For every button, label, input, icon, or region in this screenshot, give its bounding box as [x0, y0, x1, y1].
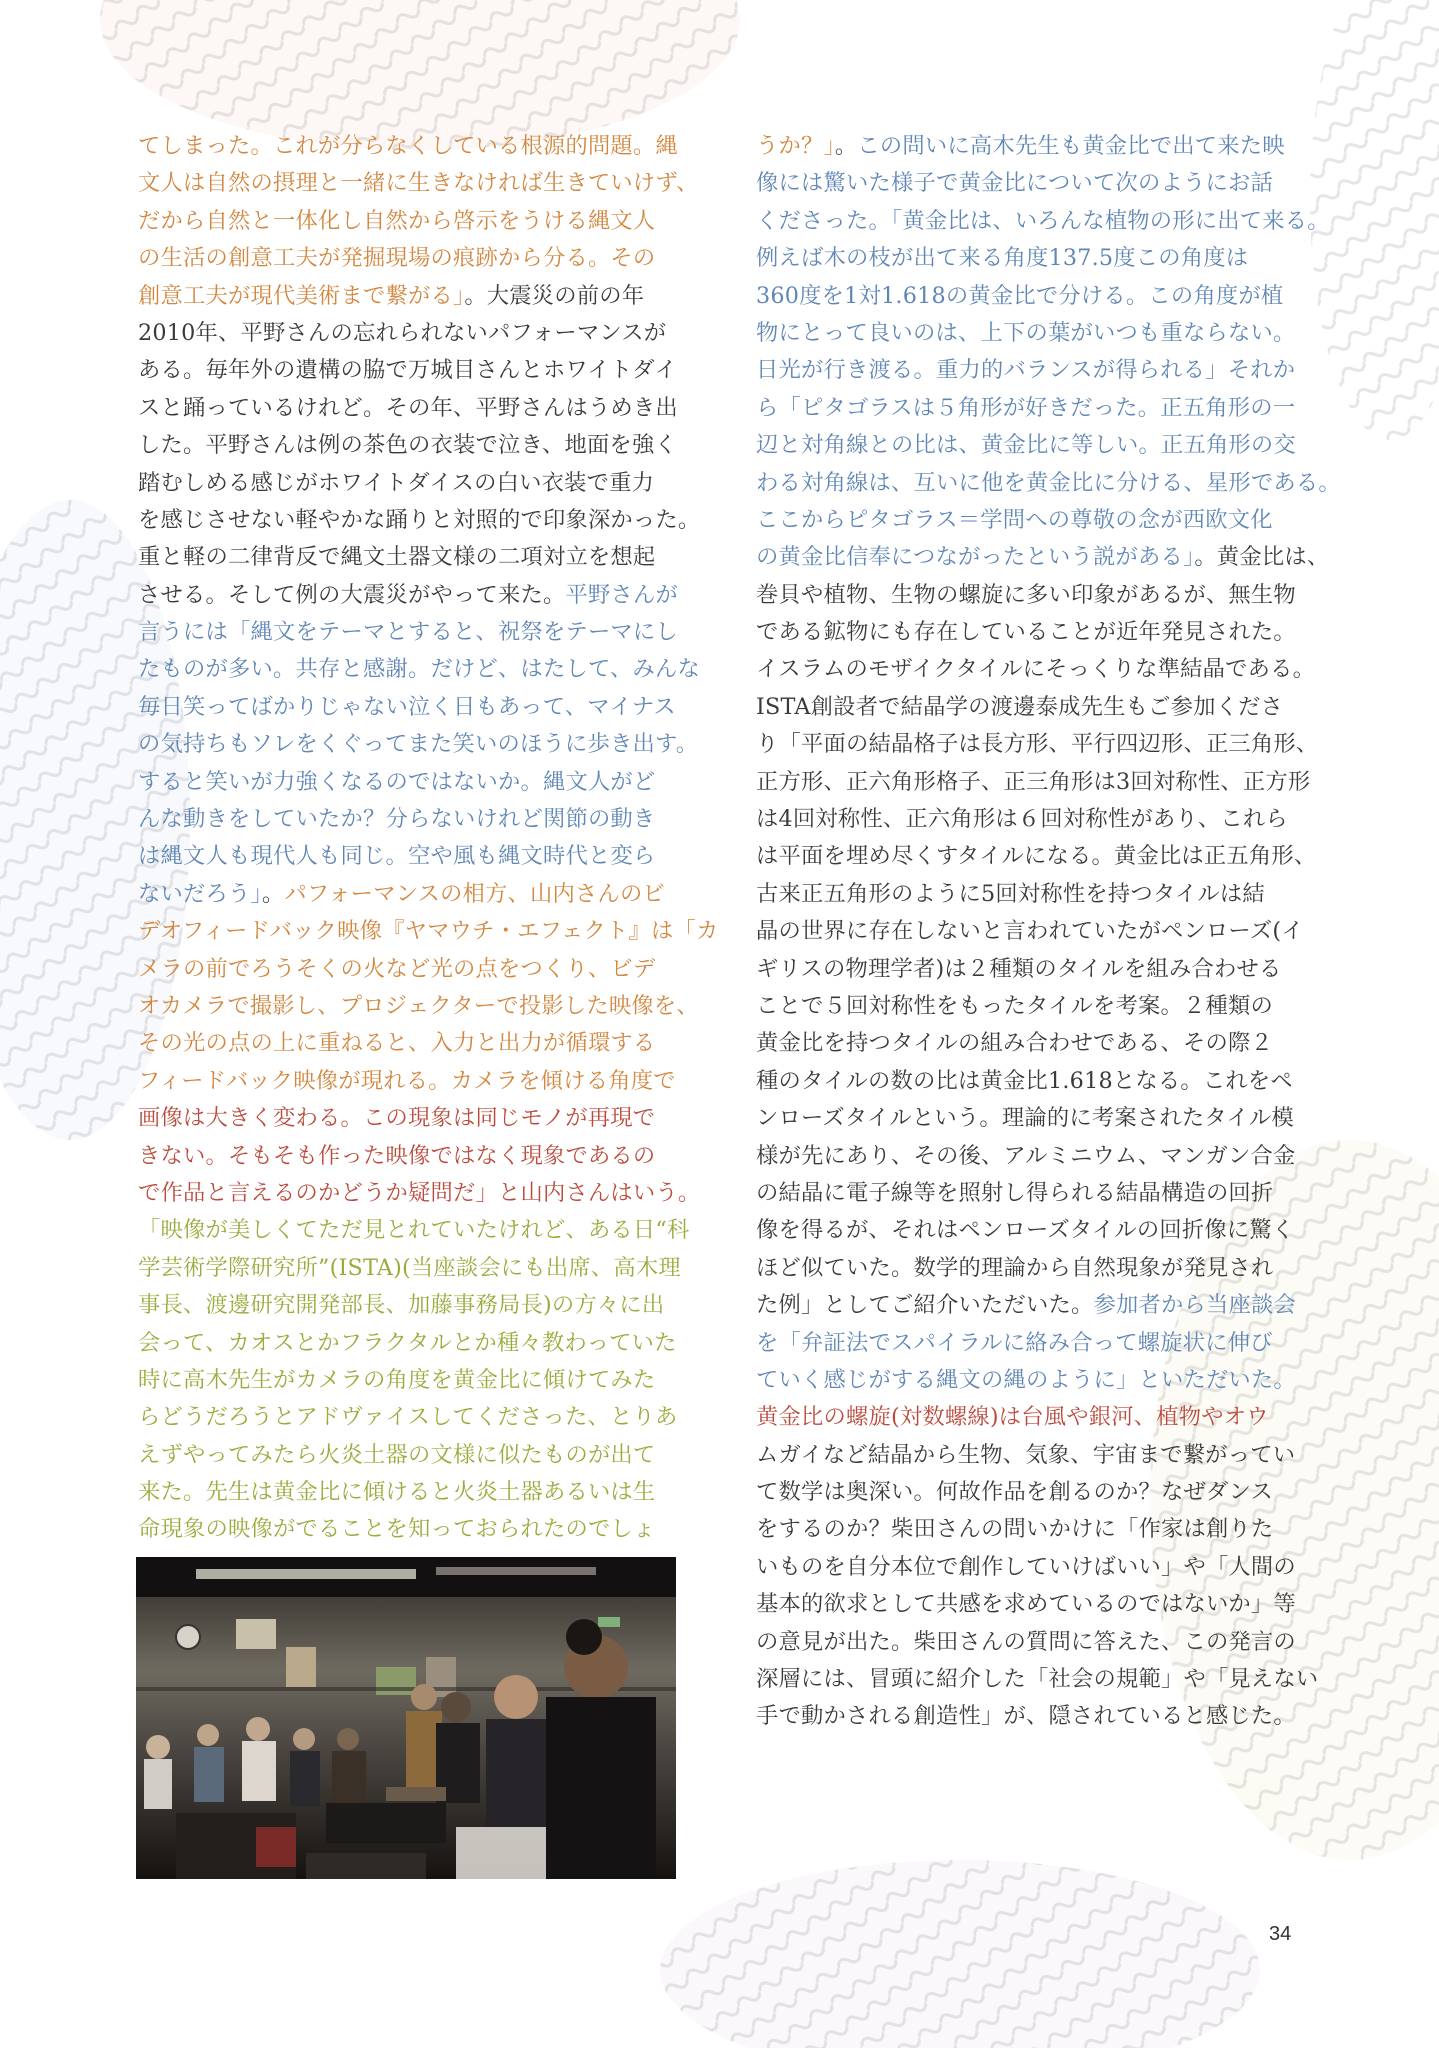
text-line: [138, 1362, 683, 1399]
text-segment: ほど似ていた。数学的理論から自然現象が発見され: [756, 1254, 1274, 1281]
text-segment: て数学は奥深い。何故作品を創るのか？なぜダンス: [756, 1479, 1273, 1506]
text-segment: メラの前でろうそくの火など光の点をつくり、ビデ: [138, 955, 656, 982]
text-segment: させる。そして例の大震災がやって来た。: [138, 581, 566, 608]
page-number: 34: [1269, 1923, 1292, 1945]
text-line: [756, 1063, 1304, 1100]
text-segment: えずやってみたら火炎土器の文様に似たものが出て: [138, 1441, 656, 1468]
text-line: [138, 315, 683, 352]
text-line: [756, 577, 1304, 614]
text-line: [756, 1399, 1304, 1436]
text-segment: んな動きをしていたか？分らないけれど関節の動き: [138, 806, 656, 833]
text-line: [756, 1474, 1304, 1511]
text-line: [756, 465, 1341, 502]
text-segment: 基本的欲求として共感を求めているのではないか」等: [756, 1591, 1296, 1618]
text-segment: スと踊っているけれど。その年、平野さんはうめき出: [138, 394, 678, 421]
text-segment: ていく感じがする縄文の縄のように」といただいた。: [756, 1366, 1296, 1393]
text-segment: イスラムのモザイクタイルにそっくりな準結晶である。: [756, 656, 1316, 683]
text-segment: 重と軽の二律背反で縄文土器文様の二項対立を想起: [138, 544, 656, 571]
text-segment: 手で動かされる創造性」が、隠されていると感じた。: [756, 1703, 1296, 1730]
text-segment: ないだろう」: [138, 880, 262, 907]
text-line: [756, 801, 1304, 838]
text-segment: 。: [834, 133, 858, 159]
text-segment: 毎日笑ってばかりじゃない泣く日もあって、マイナス: [138, 693, 676, 720]
text-segment: 命現象の映像がでることを知っておられたのでしょ: [138, 1516, 656, 1543]
text-line: [756, 1549, 1304, 1586]
text-segment: 像を得るが、それはペンローズタイルの回折像に驚く: [756, 1217, 1295, 1244]
text-segment: 文人は自然の摂理と一緒に生きなければ生きていけず、: [138, 170, 699, 197]
text-segment: 正方形、正六角形格子、正三角形は3回対称性、正方形: [756, 768, 1311, 795]
text-segment: ことで５回対称性をもったタイルを考案。２種類の: [756, 992, 1273, 1019]
text-segment: オカメラで撮影し、プロジェクターで投影した映像を、: [138, 992, 699, 1019]
text-line: [138, 1250, 683, 1287]
text-line: [756, 240, 1304, 277]
text-line: [138, 1474, 683, 1511]
text-line: [138, 390, 683, 427]
text-line: [138, 465, 683, 502]
text-line: [138, 1325, 683, 1362]
text-segment: ここからピタゴラス＝学問への尊敬の念が西欧文化: [756, 506, 1273, 533]
text-line: [756, 1250, 1304, 1287]
text-line: [756, 203, 1330, 240]
text-segment: ギリスの物理学者)は２種類のタイルを組み合わせる: [756, 955, 1282, 982]
text-line: [138, 427, 683, 464]
text-line: [138, 1138, 683, 1175]
text-line: [138, 240, 683, 277]
text-segment: わる対角線は、互いに他を黄金比に分ける、星形である。: [756, 469, 1341, 496]
text-segment: の黄金比信奉につながったという説がある」: [756, 544, 1195, 571]
text-segment: フィードバック映像が現れる。カメラを傾ける角度で: [138, 1067, 676, 1094]
text-line: [138, 1511, 683, 1548]
text-line: [756, 1025, 1304, 1062]
text-line: [138, 539, 683, 576]
text-segment: 像には驚いた様子で黄金比について次のようにお話: [756, 170, 1273, 197]
text-line: [756, 1511, 1304, 1548]
text-segment: 言うには「縄文をテーマとすると、祝祭をテーマにし: [138, 619, 678, 646]
text-segment: 。: [261, 880, 285, 907]
text-line: [756, 352, 1304, 389]
workshop-photo: [136, 1557, 676, 1879]
text-segment: 平野さんが: [565, 581, 678, 608]
text-segment: 画像は大きく変わる。この現象は同じモノが再現で: [138, 1105, 656, 1132]
text-segment: たものが多い。共存と感謝。だけど、はたして、みんな: [138, 656, 700, 683]
text-segment: 時に高木先生がカメラの角度を黄金比に傾けてみた: [138, 1366, 656, 1393]
text-segment: 晶の世界に存在しないと言われていたがペンローズ(イ: [756, 918, 1304, 945]
text-line: [138, 577, 683, 614]
text-segment: を「弁証法でスパイラルに絡み合って螺旋状に伸び: [756, 1329, 1273, 1356]
text-segment: 例えば木の枝が出て来る角度137.5度この角度は: [756, 245, 1249, 272]
text-segment: 会って、カオスとかフラクタルとか種々教わっていた: [138, 1329, 677, 1356]
text-segment: 巻貝や植物、生物の螺旋に多い印象があるが、無生物: [756, 581, 1296, 608]
text-line: [138, 1100, 683, 1137]
text-segment: くださった。「黄金比は、いろんな植物の形に出て来る。: [756, 207, 1330, 234]
text-segment: を感じさせない軽やかな踊りと対照的で印象深かった。: [138, 506, 701, 533]
text-line: [138, 1399, 683, 1436]
text-line: [756, 427, 1304, 464]
text-line: [138, 128, 683, 165]
text-segment: 様が先にあり、その後、アルミニウム、マンガン合金: [756, 1142, 1296, 1169]
text-segment: 古来正五角形のように5回対称性を持つタイルは結: [756, 880, 1265, 907]
text-line: [138, 1025, 683, 1062]
text-segment: てしまった。これが分らなくしている根源的問題。縄: [138, 133, 678, 159]
text-line: [138, 876, 683, 913]
text-line: [138, 838, 683, 875]
text-segment: デオフィードバック映像『ヤマウチ・エフェクト』は「カ: [138, 918, 719, 945]
text-segment: うか？」: [756, 133, 835, 159]
text-segment: 参加者から当座談会: [1093, 1292, 1296, 1319]
text-line: [756, 1138, 1304, 1175]
text-segment: 黄金比の螺旋(対数螺線)は台風や銀河、植物やオウ: [756, 1404, 1269, 1431]
text-segment: パフォーマンスの相方、山内さんのビ: [284, 880, 666, 907]
text-segment: の結晶に電子線等を照射し得られる結晶構造の回折: [756, 1179, 1274, 1206]
text-segment: ら「ピタゴラスは５角形が好きだった。正五角形の一: [756, 394, 1296, 421]
text-line: [138, 1287, 683, 1324]
text-line: [138, 1437, 683, 1474]
text-line: [756, 1661, 1319, 1698]
text-line: [756, 951, 1304, 988]
text-line: [756, 502, 1304, 539]
text-line: [138, 651, 700, 688]
text-segment: 。黄金比は、: [1194, 544, 1330, 571]
text-segment: 辺と対角線との比は、黄金比に等しい。正五角形の交: [756, 432, 1296, 459]
text-segment: その光の点の上に重ねると、入力と出力が循環する: [138, 1030, 656, 1057]
text-line: [138, 1212, 690, 1249]
text-segment: 種のタイルの数の比は黄金比1.618となる。これをペ: [756, 1067, 1293, 1094]
text-line: [138, 913, 719, 950]
text-segment: をするのか？柴田さんの問いかけに「作家は創りた: [756, 1516, 1274, 1543]
text-line: [756, 539, 1330, 576]
text-line: [756, 651, 1316, 688]
text-line: [138, 502, 701, 539]
text-line: [756, 764, 1311, 801]
text-segment: だから自然と一体化し自然から啓示をうける縄文人: [138, 207, 656, 234]
text-segment: 。大震災の前の年: [464, 282, 645, 309]
text-line: [756, 614, 1304, 651]
text-line: [138, 689, 683, 726]
text-segment: この問いに高木先生も黄金比で出て来た映: [857, 133, 1285, 159]
text-line: [756, 1212, 1304, 1249]
text-segment: いものを自分本位で創作していけばいい」や「人間の: [756, 1553, 1296, 1580]
text-segment: である鉱物にも存在していることが近年発見された。: [756, 619, 1296, 646]
text-line: [138, 764, 683, 801]
text-segment: の気持ちもソレをくぐってまた笑いのほうに歩き出す。: [138, 731, 699, 758]
text-segment: 360度を1対1.618の黄金比で分ける。この角度が植: [756, 282, 1284, 309]
text-line: [756, 988, 1304, 1025]
text-segment: 黄金比を持つタイルの組み合わせである、その際２: [756, 1030, 1273, 1057]
text-segment: した。平野さんは例の茶色の衣装で泣き、地面を強く: [138, 432, 678, 459]
text-segment: 学芸術学際研究所”(ISTA)(当座談会にも出席、高木理: [138, 1254, 681, 1281]
text-line: [138, 1063, 683, 1100]
text-line: [756, 1437, 1304, 1474]
text-line: [756, 1100, 1304, 1137]
text-line: [756, 913, 1304, 950]
text-line: [756, 876, 1304, 913]
text-segment: 物にとって良いのは、上下の葉がいつも重ならない。: [756, 319, 1296, 346]
text-segment: 2010年、平野さんの忘れられないパフォーマンスが: [138, 319, 667, 346]
workshop-photo-image: [136, 1557, 676, 1879]
text-segment: ムガイなど結晶から生物、気象、宇宙まで繋がってい: [756, 1441, 1296, 1468]
text-line: [756, 838, 1317, 875]
text-segment: らどうだろうとアドヴァイスしてくださった、とりあ: [138, 1404, 678, 1431]
text-line: [756, 1624, 1304, 1661]
text-line: [756, 1325, 1304, 1362]
article-column-right: [756, 128, 1341, 1736]
text-line: [756, 689, 1304, 726]
text-line: [756, 1175, 1304, 1212]
text-segment: すると笑いが力強くなるのではないか。縄文人がど: [138, 768, 656, 795]
text-line: [756, 390, 1304, 427]
text-line: [756, 315, 1304, 352]
text-segment: の生活の創意工夫が発掘現場の痕跡から分る。その: [138, 245, 656, 272]
text-line: [138, 203, 683, 240]
text-segment: で作品と言えるのかどうか疑問だ」と山内さんはいう。: [138, 1179, 701, 1206]
text-segment: は平面を埋め尽くすタイルになる。黄金比は正五角形、: [756, 843, 1317, 870]
text-segment: ISTA創設者で結晶学の渡邊泰成先生もご参加くださ: [756, 693, 1284, 720]
text-segment: きない。そもそも作った映像ではなく現象であるの: [138, 1142, 656, 1169]
text-segment: 創意工夫が現代美術まで繋がる」: [138, 282, 465, 309]
text-line: [756, 128, 1304, 165]
text-segment: の意見が出た。柴田さんの質問に答えた、この発言の: [756, 1628, 1296, 1655]
text-line: [138, 951, 683, 988]
text-segment: た例」としてご紹介いただいた。: [756, 1292, 1094, 1319]
text-segment: は縄文人も現代人も同じ。空や風も縄文時代と変ら: [138, 843, 656, 870]
text-line: [756, 1586, 1304, 1623]
text-line: [138, 165, 699, 202]
text-line: [756, 1698, 1304, 1735]
text-line: [138, 801, 683, 838]
text-line: [756, 1287, 1304, 1324]
text-segment: 「映像が美しくてただ見とれていたけれど、ある日“科: [138, 1217, 690, 1244]
text-line: [138, 352, 683, 389]
text-segment: ンローズタイルという。理論的に考案されたタイル模: [756, 1105, 1294, 1132]
text-line: [138, 988, 699, 1025]
text-line: [756, 1362, 1304, 1399]
text-segment: 来た。先生は黄金比に傾けると火炎土器あるいは生: [138, 1479, 656, 1506]
article-column-left: [138, 128, 719, 1549]
text-line: [756, 726, 1319, 763]
text-segment: ある。毎年外の遺構の脇で万城目さんとホワイトダイ: [138, 357, 677, 384]
text-segment: 事長、渡邊研究開発部長、加藤事務局長)の方々に出: [138, 1292, 665, 1319]
text-line: [756, 278, 1304, 315]
text-segment: り「平面の結晶格子は長方形、平行四辺形、正三角形、: [756, 731, 1319, 758]
text-line: [138, 278, 683, 315]
text-line: [138, 726, 699, 763]
text-segment: 深層には、冒頭に紹介した「社会の規範」や「見えない: [756, 1666, 1319, 1693]
text-segment: 日光が行き渡る。重力的バランスが得られる」それか: [756, 357, 1296, 384]
text-segment: は4回対称性、正六角形は６回対称性があり、これら: [756, 806, 1288, 833]
text-segment: 踏むしめる感じがホワイトダイスの白い衣装で重力: [138, 469, 655, 496]
text-line: [138, 614, 683, 651]
text-line: [756, 165, 1304, 202]
text-line: [138, 1175, 701, 1212]
